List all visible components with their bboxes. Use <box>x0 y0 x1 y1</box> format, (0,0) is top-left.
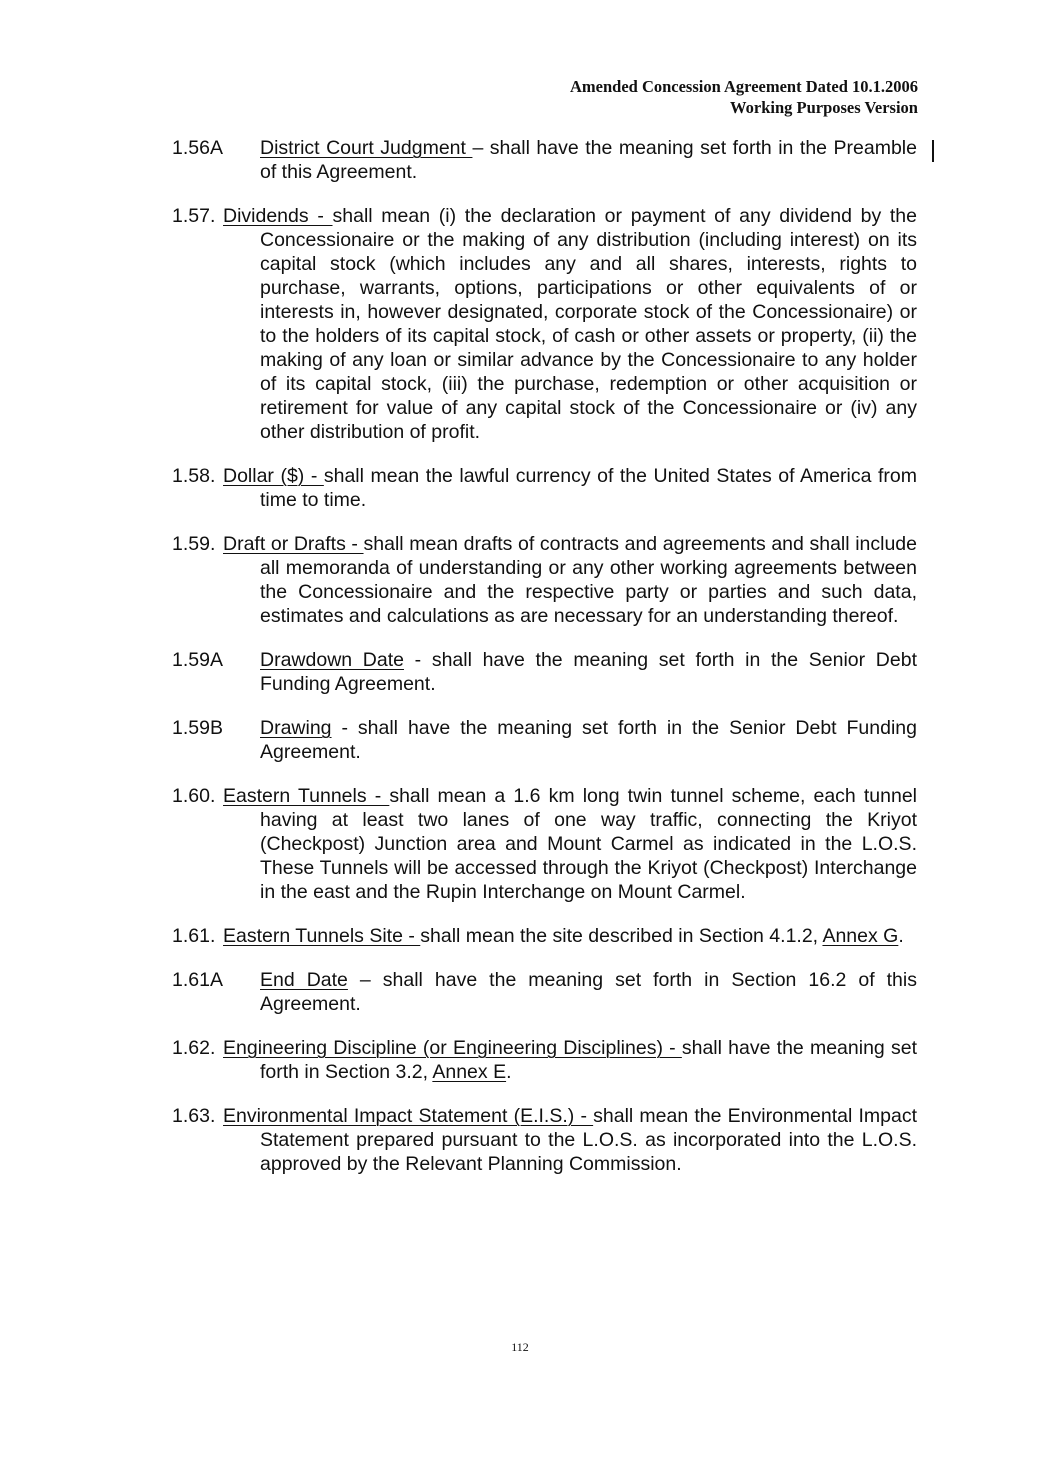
document-header <box>570 76 918 118</box>
section-number: 1.61. <box>172 925 216 947</box>
definition-text: - shall have the meaning set forth in the Senior Debt Funding Agreement. <box>260 649 917 695</box>
definition-text: - shall have the meaning set forth in the Senior Debt Funding Agreement. <box>260 717 917 763</box>
section-number: 1.58. <box>172 465 216 487</box>
section-number: 1.62. <box>172 1037 216 1059</box>
section-number: 1.56A <box>172 137 223 159</box>
definition-text: shall mean the Environmental Impact Statement prepared pursuant to the L.O.S. as incorporated into the L.O.S. approved by the Relevant Planning Commission. <box>260 1105 918 1175</box>
defined-term: District Court Judgment <box>260 137 473 159</box>
definitions-list <box>172 136 917 1196</box>
section-number: 1.61A <box>172 969 223 991</box>
definition-text: shall have the meaning set forth in the Preamble of this Agreement. <box>260 137 917 183</box>
definition-entry: 1.62. Engineering Discipline (or Engineering Disciplines) - shall have the meaning set forth in Section 3.2, Annex E. <box>172 1037 917 1083</box>
definition-entry <box>172 716 917 764</box>
section-number: 1.59B <box>172 717 223 739</box>
annex-reference: Annex G <box>822 925 899 947</box>
revision-change-bar <box>932 140 934 162</box>
defined-term: Drawdown Date <box>260 649 404 671</box>
page-number: 112 <box>511 1340 529 1354</box>
definition-entry <box>172 464 917 512</box>
definition-text: shall mean the lawful currency of the United States of America from time to time. <box>260 465 917 511</box>
definition-entry <box>172 648 917 696</box>
definition-text: shall have the meaning set forth in Section 16.2 of this Agreement. <box>260 969 917 1015</box>
section-number: 1.59. <box>172 533 216 555</box>
definition-text: shall mean (i) the declaration or payment of any dividend by the Concessionaire or the making of any distribution (including interest) on its capital stock (which includes any and all shares, interests, rights to purchase, warrants, options, participations or other equivalents of or interests in, however designated, corporate stock of the Concessionaire) or to the holders of its capital stock, of cash or other assets or property, (ii) the making of any loan or similar advance by the Concessionaire to any holder of its capital stock, (iii) the purchase, redemption or other acquisition or retirement for value of any capital stock of the Concessionaire or (iv) any other distribution of profit. <box>260 205 917 443</box>
definition-entry <box>172 532 917 628</box>
definition-entry: 1.56A District Court Judgment – shall have the meaning set forth in the Preamble of this Agreement. <box>172 137 917 183</box>
defined-term: Eastern Tunnels Site - <box>223 925 421 947</box>
defined-term: Dividends - <box>223 205 333 227</box>
definition-entry <box>172 204 917 444</box>
definition-text: shall mean drafts of contracts and agreements and shall include all memoranda of understanding or any other working agreements between the Concessionaire and the respective party or parties and such data, estimates and calculations as are necessary for an understanding thereof. <box>260 533 917 627</box>
defined-term: Eastern Tunnels - <box>223 785 390 807</box>
definition-entry: 1.61. Eastern Tunnels Site - shall mean the site described in Section 4.1.2, Annex G. <box>172 925 904 947</box>
definition-entry <box>172 784 917 904</box>
section-number: 1.60. <box>172 785 216 807</box>
definition-text: shall mean a 1.6 km long twin tunnel scheme, each tunnel having at least two lanes of one way traffic, connecting the Kriyot (Checkpost) Junction area and Mount Carmel as indicated in the L.O.S. These Tunnels will be accessed through the Kriyot (Checkpost) Interchange in the east and the Rupin Interchange on Mount Carmel. <box>260 785 918 903</box>
defined-term: Environmental Impact Statement (E.I.S.) - <box>223 1105 594 1127</box>
annex-reference: Annex E <box>432 1061 507 1083</box>
defined-term: Draft or Drafts - <box>223 533 364 555</box>
section-number: 1.57. <box>172 205 216 227</box>
header-version: Working Purposes Version <box>730 98 918 117</box>
defined-term: End Date <box>260 969 348 991</box>
definition-text: shall have the meaning set forth in Section 3.2, <box>260 1037 917 1083</box>
definition-text: shall mean the site described in Section 4.1.2, <box>420 925 823 947</box>
section-number: 1.59A <box>172 649 223 671</box>
defined-term: Dollar ($) - <box>223 465 324 487</box>
section-number: 1.63. <box>172 1105 216 1127</box>
header-title: Amended Concession Agreement Dated 10.1.2006 <box>569 77 918 96</box>
defined-term: Engineering Discipline (or Engineering Disciplines) - <box>223 1037 682 1059</box>
defined-term: Drawing <box>260 717 332 739</box>
definition-entry: 1.61A End Date – shall have the meaning set forth in Section 16.2 of this Agreement. <box>172 969 917 1015</box>
definition-entry <box>172 1104 917 1176</box>
